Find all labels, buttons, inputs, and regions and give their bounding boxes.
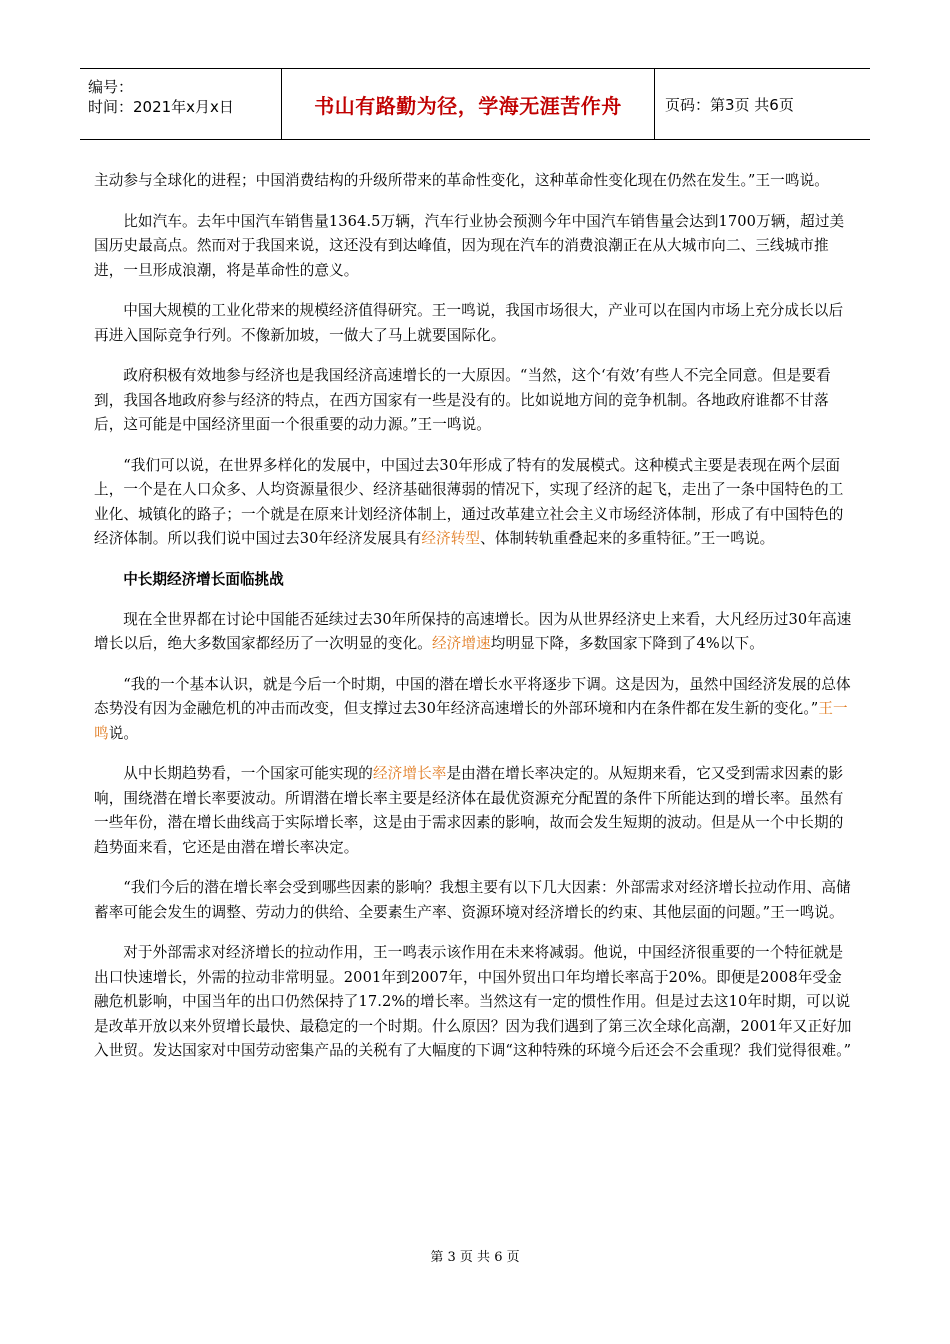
paragraph: 中国大规模的工业化带来的规模经济值得研究。王一鸣说，我国市场很大，产业可以在国内市场上充分成长以后再进入国际竞争行列。不像新加坡，一做大了马上就要国际化。 (94, 302, 844, 344)
paragraph (94, 608, 856, 657)
time-label: 时间：2021年x月x日 (88, 98, 234, 116)
text-segment: 从中长期趋势看，一个国家可能实现的 (123, 765, 373, 782)
paragraph: 对于外部需求对经济增长的拉动作用，王一鸣表示该作用在未来将减弱。他说，中国经济很重要的一个特征就是出口快速增长，外需的拉动非常明显。2001年到2007年，中国外贸出口年均增长率高于20%。即便是2008年受金融危机影响，中国当年的出口仍然保持了17.2%的增长率。当然这有一定的惯性作用。但是过去这10年时期，可以说是改革开放以来外贸增长最快、最稳定的一个时期。什么原因？因为我们遇到了第三次全球化高潮，2001年又正好加入世贸。发达国家对中国劳动密集产品的关税有了大幅度的下调“这种特殊的环境今后还会不会重现？我们觉得很难。” (94, 944, 852, 1059)
link-economic-growth-rate[interactable]: 经济增长率 (372, 765, 447, 782)
paragraph: 比如汽车。去年中国汽车销售量1364.5万辆，汽车行业协会预测今年中国汽车销售量会达到1700万辆，超过美国历史最高点。然而对于我国来说，这还没有到达峰值，因为现在汽车的消费浪潮正在从大城市向二、三线城市推进，一旦形成浪潮，将是革命性的意义。 (94, 212, 845, 279)
paragraph (94, 762, 856, 860)
text-segment: 说。 (108, 724, 139, 742)
page-header (80, 68, 870, 140)
header-motto: 书山有路勤为径，学海无涯苦作舟 (282, 69, 655, 139)
text-segment: “我的一个基本认识，就是今后一个时期，中国的潜在增长水平将逐步下调。这是因为，虽然中国经济发展的总体态势没有因为金融危机的冲击而改变，但支撑过去30年经济高速增长的外部环境和内在条件都在发生新的变化。” (94, 675, 851, 717)
number-label: 编号： (88, 78, 134, 96)
header-meta (80, 69, 282, 139)
paragraph: 政府积极有效地参与经济也是我国经济高速增长的一大原因。“当然，这个‘有效’有些人不完全同意。但是要看到，我国各地政府参与经济的特点，在西方国家有一些是没有的。比如说地方间的竞争机制。各地政府谁都不甘落后，这可能是中国经济里面一个很重要的动力源。”王一鸣说。 (94, 367, 831, 433)
paragraph: “我们今后的潜在增长率会受到哪些因素的影响？我想主要有以下几大因素：外部需求对经济增长拉动作用、高储蓄率可能会发生的调整、劳动力的供给、全要素生产率、资源环境对经济增长的约束、其他层面的问题。”王一鸣说。 (94, 879, 851, 921)
text-segment: “我们可以说，在世界多样化的发展中，中国过去30年形成了特有的发展模式。这种模式主要是表现在两个层面上，一个是在人口众多、人均资源量很少、经济基础很薄弱的情况下，实现了经济的起飞，走出了一条中国特色的工业化、城镇化的路子；一个就是在原来计划经济体制上，通过改革建立社会主义市场经济体制，形成了有中国特色的经济体制。所以我们说中国过去30年经济发展具有 (94, 456, 844, 547)
page-footer: 第 3 页 共 6 页 (430, 1250, 520, 1265)
text-segment: 均明显下降，多数国家下降到了4%以下。 (490, 635, 764, 652)
paragraph: 主动参与全球化的进程；中国消费结构的升级所带来的革命性变化，这种革命性变化现在仍然在发生。”王一鸣说。 (94, 172, 829, 189)
header-page-label: 页码：第3页 共6页 (665, 95, 794, 114)
link-economic-transition[interactable]: 经济转型 (421, 530, 481, 547)
text-segment: 、体制转轨重叠起来的多重特征。”王一鸣说。 (480, 530, 775, 547)
text-segment: 现在全世界都在讨论中国能否延续过去30年所保持的高速增长。因为从世界经济史上来看，大凡经历过30年高速增长以后，绝大多数国家都经历了一次明显的变化。 (94, 610, 852, 652)
article-body (94, 169, 856, 1080)
link-wang-yiming[interactable]: 王一鸣 (94, 700, 848, 742)
paragraph (94, 673, 856, 747)
paragraph (94, 454, 856, 552)
section-heading: 中长期经济增长面临挑战 (123, 570, 284, 588)
text-segment: 是由潜在增长率决定的。从短期来看，它又受到需求因素的影响，围绕潜在增长率要波动。所谓潜在增长率主要是经济体在最优资源充分配置的条件下所能达到的增长率。虽然有一些年份，潜在增长曲线高于实际增长率，这是由于需求因素的影响，故而会发生短期的波动。但是从一个中长期的趋势面来看，它还是由潜在增长率决定。 (94, 765, 844, 856)
link-growth-rate[interactable]: 经济增速 (431, 635, 491, 652)
